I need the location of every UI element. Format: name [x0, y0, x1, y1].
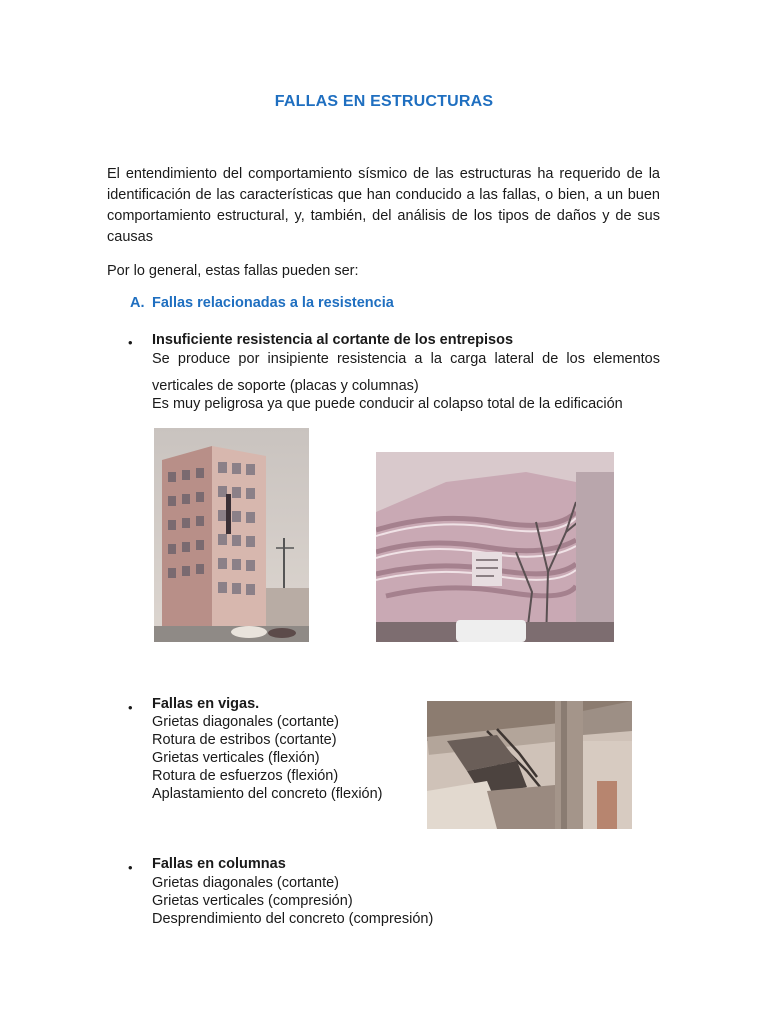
bullet-icon: •	[128, 700, 133, 715]
item3-title: Fallas en columnas	[152, 856, 286, 872]
bullet-icon: •	[128, 860, 133, 875]
section-a-letter: A.	[130, 295, 145, 311]
item1-line1: Se produce por insipiente resistencia a la carga lateral de los elementos	[152, 351, 660, 367]
item3-line: Grietas diagonales (cortante)	[152, 875, 339, 891]
section-a-label: Fallas relacionadas a la resistencia	[152, 295, 394, 311]
item2-line: Grietas diagonales (cortante)	[152, 714, 339, 730]
general-paragraph: Por lo general, estas fallas pueden ser:	[107, 263, 359, 279]
item3-line: Grietas verticales (compresión)	[152, 893, 353, 909]
beam-failure-photo	[427, 701, 632, 829]
bullet-icon: •	[128, 335, 133, 350]
item2-line: Aplastamiento del concreto (flexión)	[152, 786, 383, 802]
page-title: FALLAS EN ESTRUCTURAS	[274, 93, 494, 110]
item1-line2: verticales de soporte (placas y columnas)	[152, 378, 419, 394]
item2-line: Rotura de esfuerzos (flexión)	[152, 768, 339, 784]
intro-paragraph: El entendimiento del comportamiento sísmico de las estructuras ha requerido de la identificación de las características que han conducido a las fallas, o bien, a un buen comportamiento estructural, y, también, del análisis de los tipos de daños y de sus causas	[107, 166, 660, 245]
item2-title: Fallas en vigas.	[152, 696, 260, 712]
item1-title: Insuficiente resistencia al cortante de los entrepisos	[152, 332, 514, 348]
building-photo-intact	[154, 428, 309, 642]
item3-line: Desprendimiento del concreto (compresión)	[152, 911, 434, 927]
item1-line3: Es muy peligrosa ya que puede conducir al colapso total de la edificación	[152, 396, 623, 412]
item2-line: Grietas verticales (flexión)	[152, 750, 320, 766]
section-a-heading	[130, 295, 394, 311]
item2-line: Rotura de estribos (cortante)	[152, 732, 337, 748]
building-photo-collapsed	[376, 452, 614, 642]
